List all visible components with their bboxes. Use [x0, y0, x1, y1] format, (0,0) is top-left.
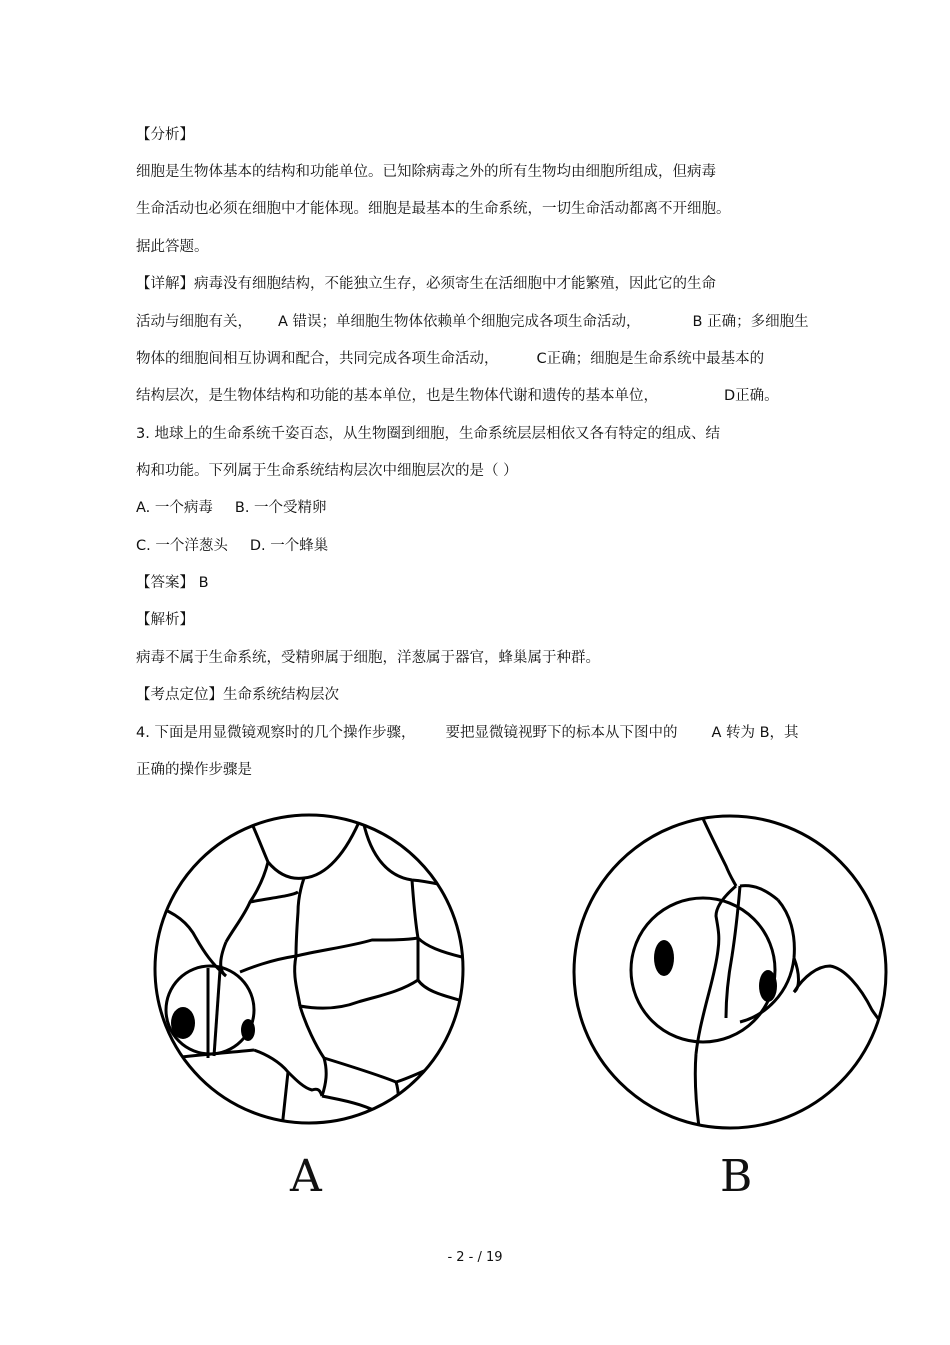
q3-option-c: C. 一个洋葱头 — [136, 538, 228, 554]
q3-point: 【考点定位】生命系统结构层次 — [136, 687, 339, 703]
detail-line-4-part-2: D正确。 — [724, 388, 779, 404]
detail-line-1: 【详解】病毒没有细胞结构，不能独立生存，必须寄生在活细胞中才能繁殖，因此它的生命 — [136, 276, 716, 292]
detail-line-3-part-1: 物体的细胞间相互协调和配合，共同完成各项生命活动， — [136, 351, 499, 367]
detail-line-4-part-1: 结构层次，是生物体结构和功能的基本单位，也是生物体代谢和遗传的基本单位， — [136, 388, 658, 404]
q4-stem-line-2: 正确的操作步骤是 — [136, 762, 252, 778]
analysis-heading: 【分析】 — [136, 127, 194, 143]
q3-options-row-1 — [136, 498, 327, 518]
detail-line-3 — [136, 349, 764, 369]
microscope-view-a — [150, 810, 470, 1130]
q4-stem-part-2: 要把显微镜视野下的标本从下图中的 — [445, 725, 678, 741]
microscope-view-a-drawing — [150, 810, 470, 1130]
q3-answer: 【答案】 B — [136, 575, 209, 591]
q3-explain-heading: 【解析】 — [136, 612, 194, 628]
q3-stem-line-2: 构和功能。下列属于生命系统结构层次中细胞层次的是（ ） — [136, 463, 518, 479]
analysis-line-2: 生命活动也必须在细胞中才能体现。细胞是最基本的生命系统，一切生命活动都离不开细胞。 — [136, 201, 731, 217]
microscope-view-b-drawing — [568, 810, 893, 1135]
detail-line-2-part-2: A 错误；单细胞生物体依赖单个细胞完成各项生命活动， — [278, 314, 641, 330]
detail-line-3-part-2: C正确；细胞是生命系统中最基本的 — [536, 351, 765, 367]
q3-option-b: B. 一个受精卵 — [234, 500, 327, 516]
q3-option-d: D. 一个蜂巢 — [249, 538, 329, 554]
figure-label-a: A — [290, 1151, 322, 1202]
nucleus-b-left — [654, 940, 674, 976]
page-number: - 2 - / 19 — [447, 1250, 503, 1265]
q3-option-a: A. 一个病毒 — [136, 500, 213, 516]
microscope-view-b — [568, 810, 893, 1135]
analysis-line-1: 细胞是生物体基本的结构和功能单位。已知除病毒之外的所有生物均由细胞所组成，但病毒 — [136, 164, 716, 180]
q4-stem-part-1: 4. 下面是用显微镜观察时的几个操作步骤， — [136, 725, 416, 741]
analysis-line-3: 据此答题。 — [136, 239, 209, 255]
nucleus-a-right — [241, 1019, 255, 1041]
q4-stem-part-3: A 转为 B，其 — [711, 725, 799, 741]
q4-stem-line-1 — [136, 723, 799, 743]
nucleus-b-right — [759, 970, 777, 1002]
detail-line-2-part-1: 活动与细胞有关， — [136, 314, 252, 330]
detail-line-2-part-3: B 正确；多细胞生 — [692, 314, 809, 330]
nucleus-a-left — [171, 1007, 195, 1039]
detail-line-2 — [136, 312, 809, 332]
q3-stem-line-1: 3. 地球上的生命系统千姿百态，从生物圈到细胞，生命系统层层相依又各有特定的组成、结 — [136, 426, 720, 442]
figure-label-b: B — [720, 1151, 753, 1202]
q3-options-row-2 — [136, 536, 328, 556]
detail-line-4 — [136, 386, 779, 406]
q3-explain: 病毒不属于生命系统，受精卵属于细胞，洋葱属于器官，蜂巢属于种群。 — [136, 650, 600, 666]
